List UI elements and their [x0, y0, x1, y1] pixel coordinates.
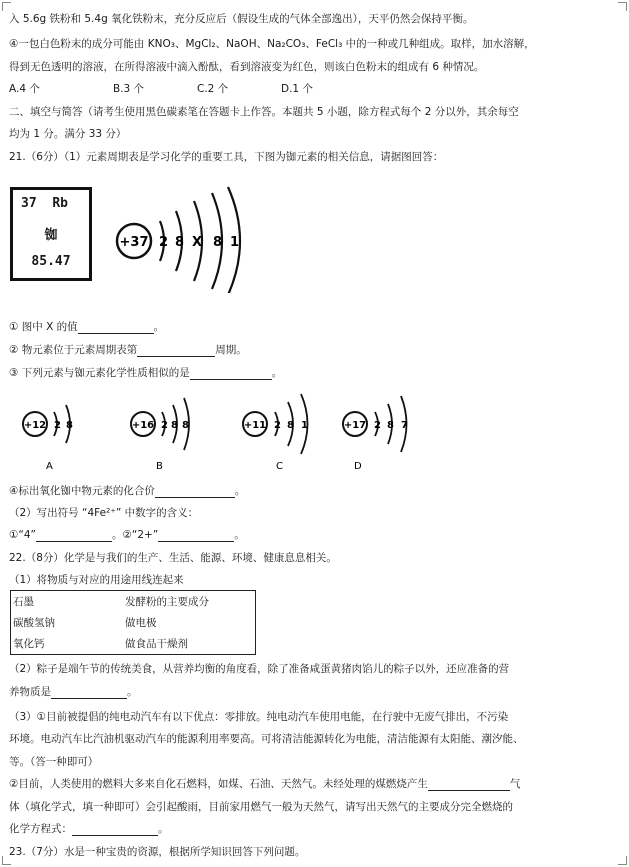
q21-sub4-text: ④标出氧化铷中物元素的化合价 [9, 485, 155, 497]
period: 。 [234, 485, 246, 497]
option-letter: D [354, 461, 362, 472]
q20-item4-line1: ④一包白色粉末的成分可能由 KNO₃、MgCl₂、NaOH、Na₂CO₃、FeCl₃ 中的一种或几种组成。取样，加水溶解， [9, 38, 535, 50]
electron-count: 8 [171, 420, 178, 431]
q20-options [9, 82, 313, 96]
q22-part3b-line1 [9, 777, 520, 791]
answer-blank[interactable] [137, 345, 215, 357]
electron-count: 2 [274, 420, 281, 431]
q22-part3b-line3 [9, 822, 169, 836]
q20-item4-line2: 得到无色透明的溶液，在所得溶液中滴入酚酞，看到溶液变为红色，则该白色粉末的组成有 6 种情况。 [9, 61, 485, 73]
electron-count: 8 [387, 420, 394, 431]
q22-part3-line3: 等。（答一种即可） [9, 756, 99, 768]
q21-part2-answers [9, 528, 245, 542]
atom-option-c [243, 394, 308, 472]
q22-part3-line1: （3）①目前被提倡的纯电动汽车有以下优点：零排放。纯电动汽车使用电能，在行驶中无废气排出，不污染 [9, 711, 509, 723]
q22-part2-line1: （2）粽子是端午节的传统美食，从营养均衡的角度看，除了准备咸蛋黄猪肉馅儿的粽子以外，还应准备的营 [9, 663, 510, 675]
answer-blank[interactable] [428, 779, 510, 791]
q21-sub3-text: ③ 下列元素与铷元素化学性质相似的是 [9, 367, 190, 379]
nucleus-charge: +17 [343, 420, 367, 431]
option-b: B.3 个 [113, 83, 145, 95]
q22-part3-line2: 环境。电动汽车比汽油机驱动汽车的能源利用率要高。可将清洁能源转化为电能，清洁能源有太阳能、潮汐能、 [9, 733, 524, 745]
electron-count: 8 [182, 420, 189, 431]
q21-part2: （2）写出符号 “4Fe²⁺” 中数字的含义： [9, 507, 199, 519]
match-left-item[interactable]: 碳酸氢钠 [13, 617, 55, 629]
electron-count: 2 [374, 420, 381, 431]
crop-mark-bottom-right [618, 856, 627, 865]
nucleus-charge: +16 [131, 420, 155, 431]
q22-part3b-suffix: 气 [509, 778, 521, 790]
nucleus-charge: +11 [243, 420, 267, 431]
q22-part3b-text: ②目前，人类使用的燃料大多来自化石燃料，如煤、石油、天然气。未经处理的煤燃烧产生 [9, 778, 428, 790]
answer-blank[interactable] [190, 368, 272, 380]
atom-option-a [23, 405, 73, 472]
match-right-item[interactable]: 做食品干燥剂 [125, 638, 188, 650]
q23-intro: 23.（7分）水是一种宝贵的资源，根据所学知识回答下列问题。 [9, 846, 306, 858]
rubidium-atom-diagram [110, 183, 250, 293]
q21-part2-b: 。②“2+” [111, 529, 159, 541]
option-letter: C [276, 461, 283, 472]
electron-count: 7 [401, 420, 408, 431]
q22-part3b-line2: 体（填化学式，填一种即可）会引起酸雨，目前家用燃气一般为天然气，请写出天然气的主要成分完全燃烧的 [9, 801, 513, 813]
electron-count: 8 [66, 420, 73, 431]
q21-part2-a: ①“4” [9, 529, 36, 541]
atom-options-diagram [18, 392, 418, 477]
electron-count: 2 [54, 420, 61, 431]
period: 。 [158, 823, 169, 835]
electron-count: 8 [287, 420, 294, 431]
q21-sub2-suffix: 周期。 [215, 344, 247, 356]
answer-blank[interactable] [51, 687, 127, 699]
electron-count: 2 [159, 235, 169, 250]
q21-sub2-text: ② 物元素位于元素周期表第 [9, 344, 138, 356]
electron-count: 1 [301, 420, 308, 431]
element-cell-rubidium [10, 187, 92, 281]
q22-part2-line2 [9, 685, 138, 699]
period: 。 [153, 321, 165, 333]
answer-blank[interactable] [72, 824, 158, 836]
match-right-item[interactable]: 发酵粉的主要成分 [125, 596, 209, 608]
match-right-item[interactable]: 做电极 [125, 617, 157, 629]
answer-blank[interactable] [78, 322, 154, 334]
period: 。 [234, 529, 245, 541]
electron-count: 8 [213, 235, 223, 250]
q21-sub1-text: ① 图中 X 的值 [9, 321, 78, 333]
option-c: C.2 个 [197, 83, 229, 95]
matching-table [10, 590, 256, 655]
atomic-number: 37 [21, 196, 37, 211]
option-a: A.4 个 [9, 83, 40, 95]
crop-mark-top-left [2, 2, 11, 11]
atom-option-d [343, 396, 408, 472]
nucleus-charge: +37 [119, 235, 149, 250]
q21-sub4 [9, 484, 245, 498]
q22-part3b-eq-label: 化学方程式： [9, 823, 72, 835]
electron-count: 8 [175, 235, 185, 250]
answer-blank[interactable] [155, 486, 235, 498]
electron-count: 1 [230, 235, 240, 250]
section2-line1: 二、填空与简答（请考生使用黑色碳素笔在答题卡上作答。本题共 5 小题，除方程式每个 2 分以外，其余每空 [9, 106, 519, 118]
element-name: 铷 [44, 228, 58, 243]
option-d: D.1 个 [281, 83, 313, 95]
q21-sub2 [9, 343, 247, 357]
q21-sub3 [9, 366, 282, 380]
option-letter: A [46, 461, 53, 472]
q20-line1: 入 5.6g 铁粉和 5.4g 氧化铁粉末，充分反应后（假设生成的气体全部逸出），天平仍然会保持平衡。 [9, 13, 474, 25]
q22-intro: 22.（8分）化学是与我们的生产、生活、能源、环境、健康息息相关。 [9, 552, 337, 564]
atom-option-b [131, 398, 189, 472]
match-left-item[interactable]: 石墨 [13, 596, 34, 608]
q21-intro: 21.（6分）（1）元素周期表是学习化学的重要工具，下图为铷元素的相关信息，请据图回答： [9, 151, 444, 163]
atomic-mass: 85.47 [31, 254, 71, 269]
electron-count: X [192, 235, 203, 250]
answer-blank[interactable] [36, 530, 112, 542]
q21-sub1 [9, 320, 164, 334]
option-letter: B [156, 461, 163, 472]
q22-part1: （1）将物质与对应的用途用线连起来 [9, 574, 184, 586]
answer-blank[interactable] [158, 530, 234, 542]
match-left-item[interactable]: 氧化钙 [13, 638, 45, 650]
crop-mark-top-right [618, 2, 627, 11]
nucleus-charge: +12 [23, 420, 47, 431]
q22-part2-text: 养物质是 [9, 686, 51, 698]
element-symbol: Rb [52, 196, 68, 211]
period: 。 [271, 367, 283, 379]
electron-count: 2 [161, 420, 168, 431]
section2-line2: 均为 1 分。满分 33 分） [9, 128, 127, 140]
period: 。 [127, 686, 138, 698]
